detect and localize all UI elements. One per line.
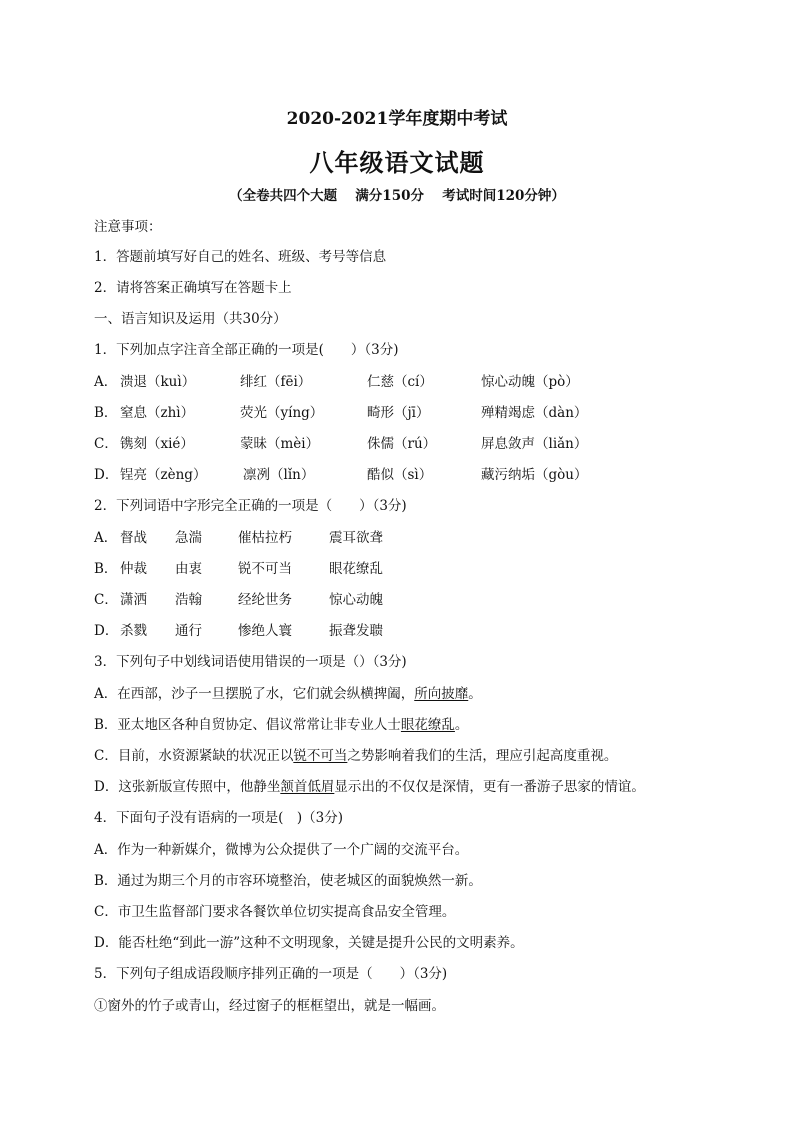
option-item: 通行 <box>175 623 202 639</box>
section-1-title: 一、语言知识及运用（共30分） <box>94 311 287 327</box>
q5-stem: 5．下列句子组成语段顺序排列正确的一项是（ ）（3分) <box>94 966 448 982</box>
sentence-text: 显示出的不仅仅是深情，更有一番游子思家的情谊。 <box>334 779 645 795</box>
exam-info: （全卷共四个大题 满分150分 考试时间120分钟） <box>229 188 565 204</box>
option-item: 催枯拉朽 <box>238 530 292 546</box>
q2-stem: 2．下列词语中字形完全正确的一项是（ ）（3分) <box>94 498 407 514</box>
option-item: 锐不可当 <box>238 561 292 577</box>
option-label: D． <box>94 623 119 639</box>
notes-title: 注意事项： <box>94 219 162 235</box>
sentence-text: D．这张新版宣传照中，他静坐 <box>94 779 281 795</box>
option-item: 镌刻（xié） <box>120 436 194 452</box>
option-item: 荧光（yíng） <box>240 405 324 421</box>
q3-option-a <box>94 685 482 703</box>
option-item: 绯红（fēi） <box>240 374 312 390</box>
underlined-phrase: 所向披靡 <box>414 686 469 702</box>
underlined-phrase: 眼花缭乱 <box>400 717 455 733</box>
option-item: 潇洒 <box>120 592 147 608</box>
option-label: B． <box>94 561 118 577</box>
q5-sentence-1: ①窗外的竹子或青山，经过窗子的框框望出，就是一幅画。 <box>94 998 445 1014</box>
option-item: 惊心动魄 <box>329 592 383 608</box>
q4-option-d: D．能否杜绝“到此一游”这种不文明现象，关键是提升公民的文明素养。 <box>94 935 524 951</box>
sentence-text: C．目前，水资源紧缺的状况正以 <box>94 748 294 764</box>
q3-option-d <box>94 778 645 796</box>
option-item: 眼花缭乱 <box>329 561 383 577</box>
sentence-text: A．在西部，沙子一旦摆脱了水，它们就会纵横捭阖， <box>94 686 415 702</box>
option-label: A． <box>94 530 118 546</box>
option-item: 督战 <box>120 530 147 546</box>
note-2: 2．请将答案正确填写在答题卡上 <box>94 280 292 296</box>
option-label: B． <box>94 405 118 421</box>
option-label: D． <box>94 467 119 483</box>
option-item: 蒙昧（mèi） <box>240 436 320 452</box>
option-item: 浩翰 <box>175 592 202 608</box>
option-item: 杀戮 <box>120 623 147 639</box>
option-item: 惊心动魄（pò） <box>481 374 579 390</box>
exam-term-title: 2020-2021学年度期中考试 <box>286 109 508 129</box>
exam-subject-title: 八年级语文试题 <box>309 148 485 177</box>
option-item: 畸形（jī） <box>367 405 430 421</box>
sentence-text: 。 <box>454 717 469 733</box>
note-1: 1．答题前填写好自己的姓名、班级、考号等信息 <box>94 249 387 265</box>
option-label: A． <box>94 374 118 390</box>
option-label: C． <box>94 592 118 608</box>
sentence-text: 。 <box>468 686 482 702</box>
q1-stem: 1．下列加点字注音全部正确的一项是( ）（3分) <box>94 342 399 358</box>
q4-stem: 4．下面句子没有语病的一项是( )（3分) <box>94 810 343 826</box>
option-item: 急湍 <box>175 530 202 546</box>
option-item: 仲裁 <box>120 561 147 577</box>
option-item: 震耳欲聋 <box>329 530 383 546</box>
sentence-text: B．亚太地区各种自贸协定、倡议常常让非专业人士 <box>94 717 401 733</box>
option-item: 酷似（sì） <box>367 467 433 483</box>
q3-option-b <box>94 716 468 734</box>
underlined-phrase: 颔首低眉 <box>280 779 335 795</box>
option-item: 惨绝人寰 <box>238 623 292 639</box>
underlined-phrase: 锐不可当 <box>293 748 348 764</box>
option-item: 藏污纳垢（gòu） <box>481 467 588 483</box>
q4-option-a: A．作为一种新媒介，微博为公众提供了一个广阔的交流平台。 <box>94 842 469 858</box>
option-item: 窒息（zhì） <box>120 405 195 421</box>
option-item: 溃退（kuì） <box>120 374 196 390</box>
option-item: 锃亮（zèng） <box>120 467 207 483</box>
sentence-text: 之势影响着我们的生活，理应引起高度重视。 <box>347 748 618 764</box>
q3-option-c <box>94 747 617 765</box>
option-item: 屏息敛声（liǎn） <box>481 436 588 452</box>
q4-option-c: C．市卫生监督部门要求各餐饮单位切实提高食品安全管理。 <box>94 904 456 920</box>
q4-option-b: B．通过为期三个月的市容环境整治，使老城区的面貌焕然一新。 <box>94 873 482 889</box>
option-item: 由衷 <box>175 561 202 577</box>
q3-stem: 3．下列句子中划线词语使用错误的一项是（）（3分) <box>94 654 407 670</box>
option-item: 侏儒（rú） <box>367 436 437 452</box>
option-item: 殚精竭虑（dàn） <box>481 405 588 421</box>
option-item: 经纶世务 <box>238 592 292 608</box>
option-item: 凛冽（lǐn） <box>243 467 315 483</box>
option-label: C． <box>94 436 118 452</box>
option-item: 仁慈（cí） <box>367 374 433 390</box>
option-item: 振聋发聩 <box>329 623 383 639</box>
